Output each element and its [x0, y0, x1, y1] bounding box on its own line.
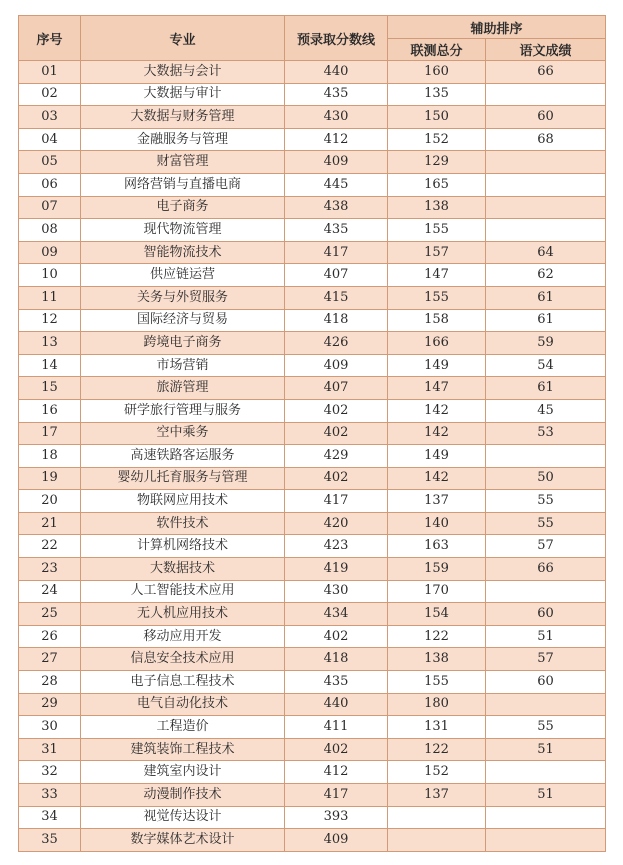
cell-major: 旅游管理 — [81, 377, 285, 400]
cell-chinese-score: 55 — [486, 512, 606, 535]
cell-score: 407 — [285, 377, 388, 400]
admission-score-table — [18, 15, 606, 852]
table-row — [19, 580, 606, 603]
cell-score: 402 — [285, 422, 388, 445]
cell-seq: 27 — [19, 648, 81, 671]
header-total-score: 联测总分 — [388, 39, 486, 61]
cell-seq: 10 — [19, 264, 81, 287]
cell-score: 409 — [285, 829, 388, 852]
cell-major: 物联网应用技术 — [81, 490, 285, 513]
cell-chinese-score — [486, 196, 606, 219]
cell-chinese-score: 51 — [486, 625, 606, 648]
cell-chinese-score: 51 — [486, 738, 606, 761]
cell-chinese-score: 53 — [486, 422, 606, 445]
cell-major: 工程造价 — [81, 716, 285, 739]
cell-seq: 31 — [19, 738, 81, 761]
table-row — [19, 286, 606, 309]
cell-seq: 08 — [19, 219, 81, 242]
table-row — [19, 399, 606, 422]
cell-total-score: 131 — [388, 716, 486, 739]
cell-score: 430 — [285, 106, 388, 129]
cell-score: 419 — [285, 558, 388, 581]
cell-total-score: 152 — [388, 128, 486, 151]
cell-major: 电子信息工程技术 — [81, 671, 285, 694]
cell-total-score: 154 — [388, 603, 486, 626]
cell-score: 418 — [285, 648, 388, 671]
table-row — [19, 264, 606, 287]
table-row — [19, 219, 606, 242]
cell-score: 411 — [285, 716, 388, 739]
cell-score: 426 — [285, 332, 388, 355]
cell-chinese-score — [486, 806, 606, 829]
cell-total-score: 180 — [388, 693, 486, 716]
cell-seq: 29 — [19, 693, 81, 716]
cell-chinese-score: 59 — [486, 332, 606, 355]
cell-seq: 07 — [19, 196, 81, 219]
cell-total-score: 155 — [388, 286, 486, 309]
cell-major: 视觉传达设计 — [81, 806, 285, 829]
cell-seq: 13 — [19, 332, 81, 355]
cell-major: 金融服务与管理 — [81, 128, 285, 151]
cell-total-score: 142 — [388, 467, 486, 490]
cell-score: 393 — [285, 806, 388, 829]
cell-seq: 09 — [19, 241, 81, 264]
cell-seq: 30 — [19, 716, 81, 739]
cell-seq: 18 — [19, 445, 81, 468]
cell-score: 445 — [285, 173, 388, 196]
table-row — [19, 829, 606, 852]
cell-seq: 34 — [19, 806, 81, 829]
cell-chinese-score: 60 — [486, 671, 606, 694]
cell-total-score: 142 — [388, 422, 486, 445]
cell-score: 438 — [285, 196, 388, 219]
cell-total-score: 122 — [388, 625, 486, 648]
cell-seq: 35 — [19, 829, 81, 852]
cell-major: 空中乘务 — [81, 422, 285, 445]
cell-score: 423 — [285, 535, 388, 558]
header-chinese-score: 语文成绩 — [486, 39, 606, 61]
cell-total-score: 150 — [388, 106, 486, 129]
table-row — [19, 738, 606, 761]
cell-score: 417 — [285, 784, 388, 807]
cell-score: 435 — [285, 83, 388, 106]
table-row — [19, 512, 606, 535]
cell-seq: 06 — [19, 173, 81, 196]
table-row — [19, 309, 606, 332]
cell-major: 信息安全技术应用 — [81, 648, 285, 671]
cell-total-score: 155 — [388, 671, 486, 694]
cell-total-score: 137 — [388, 490, 486, 513]
table-row — [19, 784, 606, 807]
table-row — [19, 716, 606, 739]
cell-major: 供应链运营 — [81, 264, 285, 287]
header-row-top — [19, 16, 606, 39]
cell-major: 大数据与会计 — [81, 61, 285, 84]
cell-chinese-score — [486, 173, 606, 196]
header-aux-sort: 辅助排序 — [388, 16, 606, 39]
cell-chinese-score — [486, 580, 606, 603]
cell-chinese-score: 62 — [486, 264, 606, 287]
cell-major: 电子商务 — [81, 196, 285, 219]
cell-chinese-score — [486, 829, 606, 852]
cell-chinese-score: 50 — [486, 467, 606, 490]
cell-chinese-score: 55 — [486, 490, 606, 513]
header-major: 专业 — [81, 16, 285, 61]
cell-chinese-score: 57 — [486, 535, 606, 558]
table-header — [19, 16, 606, 61]
cell-total-score — [388, 806, 486, 829]
cell-major: 计算机网络技术 — [81, 535, 285, 558]
cell-seq: 14 — [19, 354, 81, 377]
cell-chinese-score: 60 — [486, 106, 606, 129]
cell-score: 440 — [285, 693, 388, 716]
table-row — [19, 422, 606, 445]
table-row — [19, 377, 606, 400]
cell-total-score: 149 — [388, 354, 486, 377]
cell-major: 移动应用开发 — [81, 625, 285, 648]
cell-score: 420 — [285, 512, 388, 535]
cell-major: 大数据与审计 — [81, 83, 285, 106]
cell-total-score: 137 — [388, 784, 486, 807]
cell-seq: 05 — [19, 151, 81, 174]
cell-total-score: 165 — [388, 173, 486, 196]
table-row — [19, 445, 606, 468]
cell-seq: 15 — [19, 377, 81, 400]
cell-score: 412 — [285, 761, 388, 784]
cell-seq: 19 — [19, 467, 81, 490]
cell-major: 市场营销 — [81, 354, 285, 377]
cell-seq: 25 — [19, 603, 81, 626]
cell-total-score: 135 — [388, 83, 486, 106]
cell-score: 409 — [285, 151, 388, 174]
cell-total-score: 147 — [388, 377, 486, 400]
cell-score: 434 — [285, 603, 388, 626]
cell-major: 动漫制作技术 — [81, 784, 285, 807]
table-row — [19, 173, 606, 196]
cell-score: 409 — [285, 354, 388, 377]
cell-score: 415 — [285, 286, 388, 309]
cell-total-score: 147 — [388, 264, 486, 287]
cell-major: 大数据技术 — [81, 558, 285, 581]
cell-score: 435 — [285, 219, 388, 242]
cell-seq: 11 — [19, 286, 81, 309]
table-row — [19, 332, 606, 355]
cell-chinese-score: 57 — [486, 648, 606, 671]
table-row — [19, 83, 606, 106]
cell-total-score: 166 — [388, 332, 486, 355]
cell-major: 智能物流技术 — [81, 241, 285, 264]
cell-total-score: 152 — [388, 761, 486, 784]
cell-major: 跨境电子商务 — [81, 332, 285, 355]
cell-seq: 16 — [19, 399, 81, 422]
table-row — [19, 467, 606, 490]
cell-chinese-score: 66 — [486, 61, 606, 84]
cell-seq: 04 — [19, 128, 81, 151]
cell-chinese-score: 60 — [486, 603, 606, 626]
cell-seq: 28 — [19, 671, 81, 694]
cell-seq: 33 — [19, 784, 81, 807]
cell-seq: 17 — [19, 422, 81, 445]
cell-chinese-score — [486, 693, 606, 716]
table-row — [19, 648, 606, 671]
cell-score: 440 — [285, 61, 388, 84]
table-row — [19, 61, 606, 84]
cell-seq: 03 — [19, 106, 81, 129]
table-row — [19, 354, 606, 377]
cell-major: 建筑室内设计 — [81, 761, 285, 784]
cell-score: 402 — [285, 738, 388, 761]
cell-chinese-score — [486, 83, 606, 106]
table-row — [19, 106, 606, 129]
table-row — [19, 535, 606, 558]
table-row — [19, 128, 606, 151]
table-row — [19, 558, 606, 581]
cell-score: 402 — [285, 625, 388, 648]
cell-major: 婴幼儿托育服务与管理 — [81, 467, 285, 490]
cell-major: 建筑装饰工程技术 — [81, 738, 285, 761]
cell-major: 人工智能技术应用 — [81, 580, 285, 603]
cell-chinese-score — [486, 445, 606, 468]
admission-score-table-container — [18, 15, 605, 852]
cell-chinese-score: 45 — [486, 399, 606, 422]
cell-chinese-score: 64 — [486, 241, 606, 264]
table-row — [19, 671, 606, 694]
table-row — [19, 693, 606, 716]
cell-total-score: 129 — [388, 151, 486, 174]
cell-major: 数字媒体艺术设计 — [81, 829, 285, 852]
cell-seq: 20 — [19, 490, 81, 513]
cell-chinese-score: 61 — [486, 377, 606, 400]
cell-total-score: 160 — [388, 61, 486, 84]
cell-total-score — [388, 829, 486, 852]
cell-total-score: 138 — [388, 196, 486, 219]
cell-seq: 12 — [19, 309, 81, 332]
cell-total-score: 142 — [388, 399, 486, 422]
cell-score: 402 — [285, 467, 388, 490]
header-seq: 序号 — [19, 16, 81, 61]
cell-chinese-score: 66 — [486, 558, 606, 581]
cell-total-score: 159 — [388, 558, 486, 581]
cell-major: 高速铁路客运服务 — [81, 445, 285, 468]
cell-chinese-score — [486, 151, 606, 174]
cell-score: 417 — [285, 490, 388, 513]
cell-major: 财富管理 — [81, 151, 285, 174]
cell-total-score: 155 — [388, 219, 486, 242]
cell-major: 无人机应用技术 — [81, 603, 285, 626]
header-score: 预录取分数线 — [285, 16, 388, 61]
cell-score: 407 — [285, 264, 388, 287]
table-row — [19, 603, 606, 626]
cell-score: 412 — [285, 128, 388, 151]
cell-chinese-score: 61 — [486, 286, 606, 309]
cell-score: 430 — [285, 580, 388, 603]
table-body — [19, 61, 606, 852]
cell-major: 软件技术 — [81, 512, 285, 535]
cell-major: 关务与外贸服务 — [81, 286, 285, 309]
table-row — [19, 241, 606, 264]
cell-major: 电气自动化技术 — [81, 693, 285, 716]
cell-score: 417 — [285, 241, 388, 264]
cell-total-score: 122 — [388, 738, 486, 761]
cell-chinese-score: 55 — [486, 716, 606, 739]
cell-total-score: 170 — [388, 580, 486, 603]
cell-seq: 24 — [19, 580, 81, 603]
table-row — [19, 490, 606, 513]
cell-total-score: 149 — [388, 445, 486, 468]
cell-seq: 22 — [19, 535, 81, 558]
cell-seq: 01 — [19, 61, 81, 84]
cell-major: 国际经济与贸易 — [81, 309, 285, 332]
cell-seq: 23 — [19, 558, 81, 581]
cell-chinese-score — [486, 761, 606, 784]
cell-score: 429 — [285, 445, 388, 468]
cell-seq: 32 — [19, 761, 81, 784]
cell-major: 现代物流管理 — [81, 219, 285, 242]
cell-chinese-score: 54 — [486, 354, 606, 377]
cell-seq: 26 — [19, 625, 81, 648]
cell-total-score: 158 — [388, 309, 486, 332]
cell-score: 435 — [285, 671, 388, 694]
cell-chinese-score: 68 — [486, 128, 606, 151]
cell-score: 402 — [285, 399, 388, 422]
cell-seq: 21 — [19, 512, 81, 535]
cell-chinese-score — [486, 219, 606, 242]
table-row — [19, 151, 606, 174]
cell-major: 大数据与财务管理 — [81, 106, 285, 129]
cell-chinese-score: 61 — [486, 309, 606, 332]
cell-total-score: 140 — [388, 512, 486, 535]
table-row — [19, 761, 606, 784]
cell-seq: 02 — [19, 83, 81, 106]
table-row — [19, 196, 606, 219]
cell-score: 418 — [285, 309, 388, 332]
cell-total-score: 163 — [388, 535, 486, 558]
cell-total-score: 138 — [388, 648, 486, 671]
cell-major: 网络营销与直播电商 — [81, 173, 285, 196]
cell-chinese-score: 51 — [486, 784, 606, 807]
cell-total-score: 157 — [388, 241, 486, 264]
cell-major: 研学旅行管理与服务 — [81, 399, 285, 422]
table-row — [19, 625, 606, 648]
table-row — [19, 806, 606, 829]
